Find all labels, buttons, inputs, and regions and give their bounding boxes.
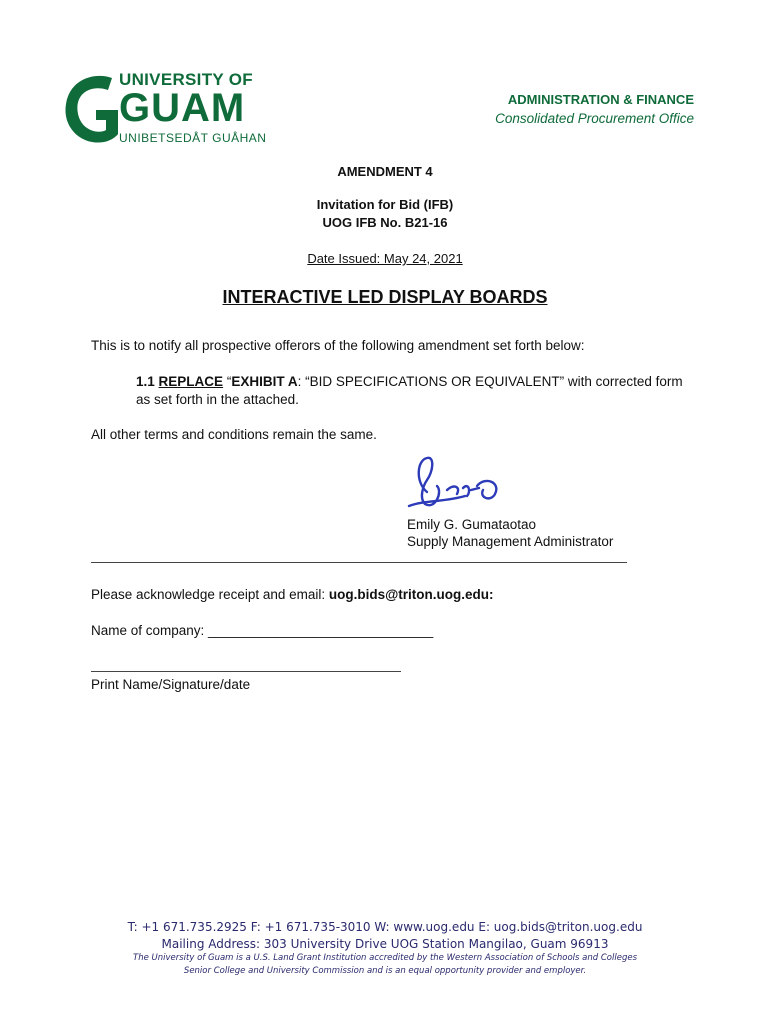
divider [91, 562, 627, 563]
ifb-title: Invitation for Bid (IFB) [316, 197, 454, 212]
department-name: ADMINISTRATION & FINANCE [507, 92, 694, 107]
amendment-heading: AMENDMENT 4 [337, 164, 433, 179]
logo-line-2: GUAM [119, 86, 246, 130]
footer-note-1: The University of Guam is a U.S. Land Grant Institution accredited by the Western Association of Schools and Colleges [133, 953, 637, 963]
signature-line[interactable] [91, 671, 401, 672]
item-exhibit: EXHIBIT A [231, 374, 298, 389]
item-number: 1.1 [136, 374, 155, 389]
footer-contact: T: +1 671.735.2925 F: +1 671.735-3010 W: www.uog.edu E: uog.bids@triton.uog.edu [127, 920, 643, 934]
date-issued: Date Issued: May 24, 2021 [307, 251, 463, 266]
amendment-item: 1.1 REPLACE “EXHIBIT A: “BID SPECIFICATIONS OR EQUIVALENT” with corrected form as set forth in the attached. [136, 374, 683, 407]
signature [405, 452, 515, 512]
item-text: : “BID SPECIFICATIONS OR EQUIVALENT” with corrected form as set forth in the attached. [136, 374, 683, 407]
acknowledge-line [91, 587, 494, 602]
company-name-field[interactable]: Name of company: ______________________________ [91, 623, 434, 638]
office-name: Consolidated Procurement Office [495, 111, 694, 126]
other-terms: All other terms and conditions remain the same. [91, 427, 377, 442]
ifb-number: UOG IFB No. B21-16 [322, 215, 448, 230]
ack-text: Please acknowledge receipt and email: [91, 587, 326, 602]
footer-note-2: Senior College and University Commission and is an equal opportunity provider and employer. [183, 966, 587, 976]
ack-email[interactable]: uog.bids@triton.uog.edu: [328, 587, 494, 602]
logo-line-1: UNIVERSITY OF [119, 70, 253, 89]
signer-name: Emily G. Gumataotao [407, 517, 537, 532]
footer-address: Mailing Address: 303 University Drive UOG Station Mangilao, Guam 96913 [161, 937, 609, 951]
signer-title: Supply Management Administrator [407, 534, 614, 549]
item-action: REPLACE [158, 374, 224, 389]
document-title: INTERACTIVE LED DISPLAY BOARDS [222, 287, 548, 307]
logo-line-3: UNIBETSEDÅT GUÅHAN [119, 131, 267, 145]
g-emblem [65, 76, 118, 143]
notify-text: This is to notify all prospective offerors of the following amendment set forth below: [91, 338, 585, 353]
print-name-label: Print Name/Signature/date [91, 677, 251, 692]
